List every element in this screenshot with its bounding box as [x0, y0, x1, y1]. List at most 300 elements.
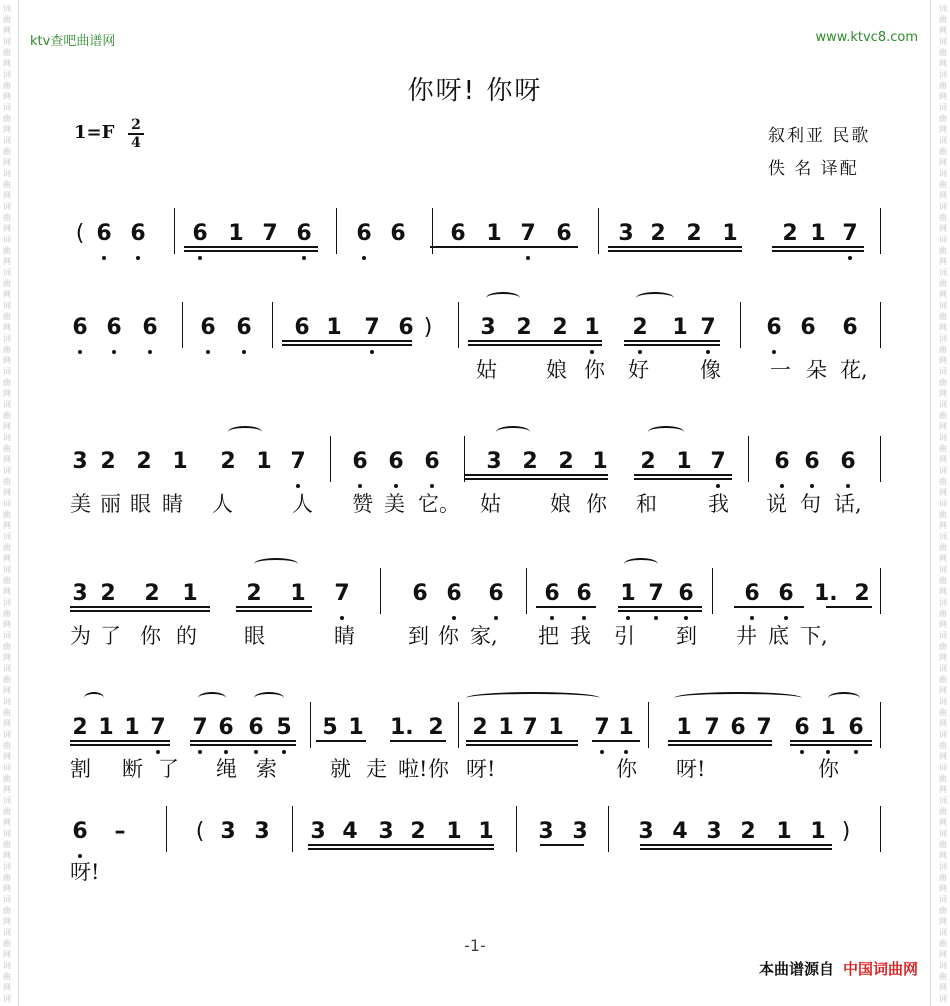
watermark-glyph: 网: [939, 884, 947, 893]
watermark-glyph: 曲: [939, 741, 947, 750]
note: 1.: [390, 715, 414, 740]
watermark-glyph: 词: [3, 598, 11, 607]
note: 3: [72, 449, 88, 474]
parenthesis: ): [423, 315, 433, 340]
watermark-glyph: 网: [3, 323, 11, 332]
note: 7: [334, 581, 350, 606]
note: 2: [782, 221, 798, 246]
lyric: 啦!: [398, 757, 428, 781]
note: 6: [352, 449, 368, 474]
watermark-glyph: 词: [939, 466, 947, 475]
note: 1: [98, 715, 114, 740]
credit-arranger: 佚 名 译配: [768, 159, 859, 179]
note: 7: [594, 715, 610, 740]
octave-dot: [452, 616, 456, 620]
duration-underline: [282, 340, 412, 342]
watermark-glyph: 网: [939, 488, 947, 497]
barline: [310, 702, 311, 748]
watermark-glyph: 词: [3, 136, 11, 145]
note: 4: [672, 819, 688, 844]
watermark-glyph: 词: [939, 697, 947, 706]
slur: [486, 292, 520, 304]
lyric: 呀!: [676, 757, 706, 781]
duration-underline: [466, 740, 578, 742]
watermark-glyph: 网: [3, 587, 11, 596]
octave-dot: [370, 350, 374, 354]
octave-dot: [78, 350, 82, 354]
barline: [740, 302, 741, 348]
watermark-glyph: 曲: [3, 708, 11, 717]
note: 1.: [814, 581, 838, 606]
duration-underline: [618, 610, 702, 612]
octave-dot: [750, 616, 754, 620]
lyric: 把: [538, 624, 559, 648]
barline: [598, 208, 599, 254]
note: 1: [618, 715, 634, 740]
watermark-glyph: 曲: [3, 345, 11, 354]
octave-dot: [112, 350, 116, 354]
note: 6: [356, 221, 372, 246]
watermark-glyph: 词: [3, 664, 11, 673]
watermark-glyph: 网: [939, 422, 947, 431]
duration-underline: [70, 606, 210, 608]
octave-dot: [780, 484, 784, 488]
note: 7: [150, 715, 166, 740]
barline: [292, 806, 293, 852]
watermark-glyph: 词: [939, 631, 947, 640]
octave-dot: [846, 484, 850, 488]
note: 7: [700, 315, 716, 340]
time-signature-top: 2: [131, 117, 141, 133]
watermark-glyph: 曲: [939, 510, 947, 519]
note: 2: [632, 315, 648, 340]
slur: [828, 692, 860, 704]
note: 6: [296, 221, 312, 246]
note: 6: [130, 221, 146, 246]
lyric: 姑: [476, 358, 497, 382]
lyric: 你: [140, 624, 161, 648]
octave-dot: [302, 256, 306, 260]
parenthesis: (: [195, 819, 205, 844]
lyric: 引: [614, 624, 635, 648]
right-watermark-strip: [936, 0, 950, 1006]
watermark-glyph: 网: [3, 686, 11, 695]
duration-underline: [70, 610, 210, 612]
song-title: 你呀! 你呀: [407, 76, 543, 106]
watermark-glyph: 网: [3, 59, 11, 68]
watermark-glyph: 词: [3, 862, 11, 871]
watermark-glyph: 曲: [939, 774, 947, 783]
octave-dot: [206, 350, 210, 354]
note: 2: [650, 221, 666, 246]
note: 1: [820, 715, 836, 740]
lyric: 到: [408, 624, 429, 648]
watermark-glyph: 词: [3, 466, 11, 475]
lyric: 它。: [418, 492, 460, 516]
note: 1: [672, 315, 688, 340]
octave-dot: [430, 484, 434, 488]
watermark-glyph: 网: [3, 92, 11, 101]
duration-underline: [640, 844, 832, 846]
lyric: 句: [800, 492, 821, 516]
note: 3: [220, 819, 236, 844]
slur: [636, 292, 674, 304]
watermark-glyph: 词: [939, 598, 947, 607]
watermark-glyph: 曲: [3, 444, 11, 453]
watermark-glyph: 词: [939, 169, 947, 178]
note: 2: [740, 819, 756, 844]
note: 6: [488, 581, 504, 606]
duration-underline: [236, 610, 312, 612]
watermark-glyph: 网: [939, 686, 947, 695]
note: 2: [472, 715, 488, 740]
watermark-glyph: 网: [939, 917, 947, 926]
watermark-glyph: 曲: [939, 213, 947, 222]
watermark-glyph: 词: [939, 994, 947, 1003]
octave-dot: [716, 484, 720, 488]
watermark-glyph: 词: [939, 433, 947, 442]
watermark-glyph: 网: [3, 884, 11, 893]
note: 3: [480, 315, 496, 340]
watermark-glyph: 曲: [3, 114, 11, 123]
lyric: 娘: [546, 358, 567, 382]
slur: [84, 692, 104, 704]
header-site-name[interactable]: ktv查吧曲谱网: [30, 34, 116, 49]
duration-underline: [308, 848, 494, 850]
lyric: 呀!: [70, 860, 100, 884]
octave-dot: [362, 256, 366, 260]
watermark-glyph: 网: [939, 224, 947, 233]
duration-underline: [236, 606, 312, 608]
watermark-glyph: 网: [3, 125, 11, 134]
octave-dot: [136, 256, 140, 260]
watermark-glyph: 词: [3, 334, 11, 343]
watermark-glyph: 网: [939, 59, 947, 68]
note: 1: [486, 221, 502, 246]
lyric: 绳: [216, 757, 237, 781]
watermark-glyph: 曲: [3, 213, 11, 222]
note: 1: [548, 715, 564, 740]
lyric: 割: [70, 757, 91, 781]
note: 2: [100, 581, 116, 606]
note: 1: [256, 449, 272, 474]
lyric: 人: [212, 492, 233, 516]
slur: [228, 426, 262, 438]
note: 3: [254, 819, 270, 844]
duration-underline: [668, 740, 772, 742]
watermark-glyph: 词: [3, 4, 11, 13]
lyric: 说: [766, 492, 787, 516]
watermark-glyph: 词: [939, 400, 947, 409]
watermark-glyph: 曲: [3, 48, 11, 57]
note: 6: [424, 449, 440, 474]
watermark-glyph: 曲: [939, 444, 947, 453]
watermark-glyph: 词: [3, 268, 11, 277]
duration-underline: [70, 744, 170, 746]
note: 1: [326, 315, 342, 340]
lyric: 你: [428, 757, 449, 781]
barline: [880, 568, 881, 614]
barline: [174, 208, 175, 254]
watermark-glyph: 曲: [3, 279, 11, 288]
lyric: 底: [768, 624, 789, 648]
octave-dot: [296, 484, 300, 488]
lyric: 娘: [550, 492, 571, 516]
watermark-glyph: 网: [939, 521, 947, 530]
watermark-glyph: 网: [3, 818, 11, 827]
watermark-glyph: 词: [3, 565, 11, 574]
barline: [272, 302, 273, 348]
watermark-glyph: 网: [939, 26, 947, 35]
source-label: 本曲谱源自: [758, 960, 834, 978]
note: 6: [774, 449, 790, 474]
watermark-glyph: 曲: [939, 378, 947, 387]
watermark-glyph: 曲: [3, 15, 11, 24]
watermark-glyph: 网: [3, 785, 11, 794]
parenthesis: ): [841, 819, 851, 844]
watermark-glyph: 词: [939, 862, 947, 871]
lyric: 的: [176, 624, 197, 648]
watermark-glyph: 词: [939, 4, 947, 13]
duration-underline: [390, 740, 446, 742]
note: 2: [854, 581, 870, 606]
barline: [880, 302, 881, 348]
watermark-glyph: 网: [3, 719, 11, 728]
watermark-glyph: 曲: [3, 147, 11, 156]
lyric: 美: [384, 492, 405, 516]
lyric: 了: [158, 757, 179, 781]
note: 2: [516, 315, 532, 340]
lyric: 丽: [100, 492, 121, 516]
note: 6: [794, 715, 810, 740]
watermark-glyph: 网: [939, 983, 947, 992]
duration-underline: [790, 744, 872, 746]
watermark-glyph: 曲: [939, 939, 947, 948]
watermark-glyph: 词: [3, 103, 11, 112]
watermark-glyph: 网: [3, 521, 11, 530]
header-site-url[interactable]: www.ktvc8.com: [815, 30, 918, 45]
watermark-glyph: 词: [939, 763, 947, 772]
duration-underline: [640, 848, 832, 850]
watermark-glyph: 词: [3, 532, 11, 541]
duration-underline: [316, 740, 366, 742]
octave-dot: [198, 750, 202, 754]
note: 1: [776, 819, 792, 844]
duration-underline: [70, 740, 170, 742]
watermark-glyph: 曲: [3, 312, 11, 321]
watermark-glyph: 词: [3, 367, 11, 376]
lyric: 一: [770, 358, 791, 382]
watermark-glyph: 网: [3, 488, 11, 497]
lyric: 和: [636, 492, 657, 516]
duration-underline: [772, 250, 864, 252]
octave-dot: [800, 750, 804, 754]
source-site-link[interactable]: 中国词曲网: [842, 960, 918, 978]
watermark-glyph: 词: [939, 961, 947, 970]
note: 2: [686, 221, 702, 246]
watermark-glyph: 网: [939, 851, 947, 860]
watermark-glyph: 词: [939, 565, 947, 574]
slur: [254, 692, 284, 704]
watermark-glyph: 网: [939, 257, 947, 266]
watermark-glyph: 曲: [939, 15, 947, 24]
watermark-glyph: 网: [3, 158, 11, 167]
note: 3: [572, 819, 588, 844]
octave-dot: [550, 616, 554, 620]
lyric: 你: [616, 757, 637, 781]
octave-dot: [526, 256, 530, 260]
watermark-glyph: 词: [939, 796, 947, 805]
credit-origin: 叙利亚 民歌: [768, 126, 871, 146]
lyric: 走: [366, 757, 387, 781]
octave-dot: [638, 350, 642, 354]
octave-dot: [358, 484, 362, 488]
note: 2: [136, 449, 152, 474]
barline: [182, 302, 183, 348]
watermark-glyph: 曲: [3, 411, 11, 420]
watermark-glyph: 曲: [939, 411, 947, 420]
note: 3: [706, 819, 722, 844]
lyric: 就: [330, 757, 351, 781]
left-watermark-strip: [0, 0, 14, 1006]
octave-dot: [494, 616, 498, 620]
note: 1: [172, 449, 188, 474]
watermark-glyph: 曲: [939, 642, 947, 651]
barline: [336, 208, 337, 254]
duration-underline: [734, 606, 804, 608]
watermark-glyph: 词: [3, 697, 11, 706]
octave-dot: [282, 750, 286, 754]
watermark-glyph: 网: [939, 752, 947, 761]
lyric: 我: [570, 624, 591, 648]
lyric: 美: [70, 492, 91, 516]
note: 6: [804, 449, 820, 474]
note: 1: [348, 715, 364, 740]
watermark-glyph: 网: [939, 950, 947, 959]
watermark-glyph: 网: [939, 356, 947, 365]
barline: [748, 436, 749, 482]
octave-dot: [854, 750, 858, 754]
watermark-glyph: 曲: [3, 873, 11, 882]
note: 1: [584, 315, 600, 340]
duration-underline: [464, 478, 608, 480]
octave-dot: [198, 256, 202, 260]
duration-underline: [634, 474, 732, 476]
watermark-glyph: 曲: [939, 543, 947, 552]
note: 6: [294, 315, 310, 340]
watermark-glyph: 网: [3, 983, 11, 992]
duration-underline: [184, 250, 318, 252]
note: 7: [290, 449, 306, 474]
watermark-glyph: 曲: [939, 312, 947, 321]
watermark-glyph: 网: [3, 653, 11, 662]
octave-dot: [394, 484, 398, 488]
lyric: 朵: [806, 358, 827, 382]
note: 6: [556, 221, 572, 246]
duration-underline: [634, 478, 732, 480]
lyric: 我: [708, 492, 729, 516]
barline: [526, 568, 527, 614]
duration-underline: [618, 606, 702, 608]
lyric: 花,: [840, 358, 868, 382]
barline: [712, 568, 713, 614]
watermark-glyph: 曲: [939, 279, 947, 288]
key-signature: 1=F: [74, 122, 115, 143]
watermark-glyph: 网: [939, 719, 947, 728]
barline: [880, 208, 881, 254]
watermark-glyph: 网: [939, 125, 947, 134]
octave-dot: [784, 616, 788, 620]
duration-underline: [190, 740, 296, 742]
watermark-glyph: 词: [939, 895, 947, 904]
note: 1: [676, 449, 692, 474]
note: 6: [390, 221, 406, 246]
octave-dot: [582, 616, 586, 620]
note: 2: [220, 449, 236, 474]
note: 3: [486, 449, 502, 474]
barline: [330, 436, 331, 482]
note: 6: [142, 315, 158, 340]
watermark-glyph: 词: [3, 169, 11, 178]
barline: [880, 702, 881, 748]
slur: [198, 692, 226, 704]
watermark-glyph: 词: [3, 301, 11, 310]
watermark-glyph: 网: [3, 620, 11, 629]
note: 2: [522, 449, 538, 474]
lyric: 家,: [470, 624, 498, 648]
watermark-glyph: 词: [3, 631, 11, 640]
note: 3: [310, 819, 326, 844]
lyric: 人: [292, 492, 313, 516]
barline: [880, 436, 881, 482]
right-frame-line: [930, 0, 931, 1006]
watermark-glyph: 词: [939, 136, 947, 145]
note: 3: [618, 221, 634, 246]
note: 1: [446, 819, 462, 844]
note: 6: [236, 315, 252, 340]
watermark-glyph: 曲: [3, 510, 11, 519]
note: 2: [100, 449, 116, 474]
note: 2: [552, 315, 568, 340]
lyric: 姑: [480, 492, 501, 516]
time-signature-bottom: 4: [131, 135, 141, 151]
watermark-glyph: 网: [3, 389, 11, 398]
note: 2: [246, 581, 262, 606]
duration-underline: [826, 606, 872, 608]
note: 6: [848, 715, 864, 740]
watermark-glyph: 曲: [939, 708, 947, 717]
note: 6: [446, 581, 462, 606]
lyric: 到: [676, 624, 697, 648]
slur: [466, 692, 600, 704]
lyric: 下,: [800, 624, 828, 648]
page-number: -1-: [464, 936, 486, 955]
watermark-glyph: 网: [939, 191, 947, 200]
duration-underline: [536, 606, 596, 608]
watermark-glyph: 曲: [939, 345, 947, 354]
watermark-glyph: 词: [939, 37, 947, 46]
note: 1: [676, 715, 692, 740]
watermark-glyph: 词: [939, 235, 947, 244]
watermark-glyph: 词: [939, 202, 947, 211]
barline: [608, 806, 609, 852]
note: 6: [842, 315, 858, 340]
note: 6: [200, 315, 216, 340]
watermark-glyph: 曲: [939, 906, 947, 915]
note: 7: [756, 715, 772, 740]
watermark-glyph: 网: [939, 554, 947, 563]
octave-dot: [706, 350, 710, 354]
